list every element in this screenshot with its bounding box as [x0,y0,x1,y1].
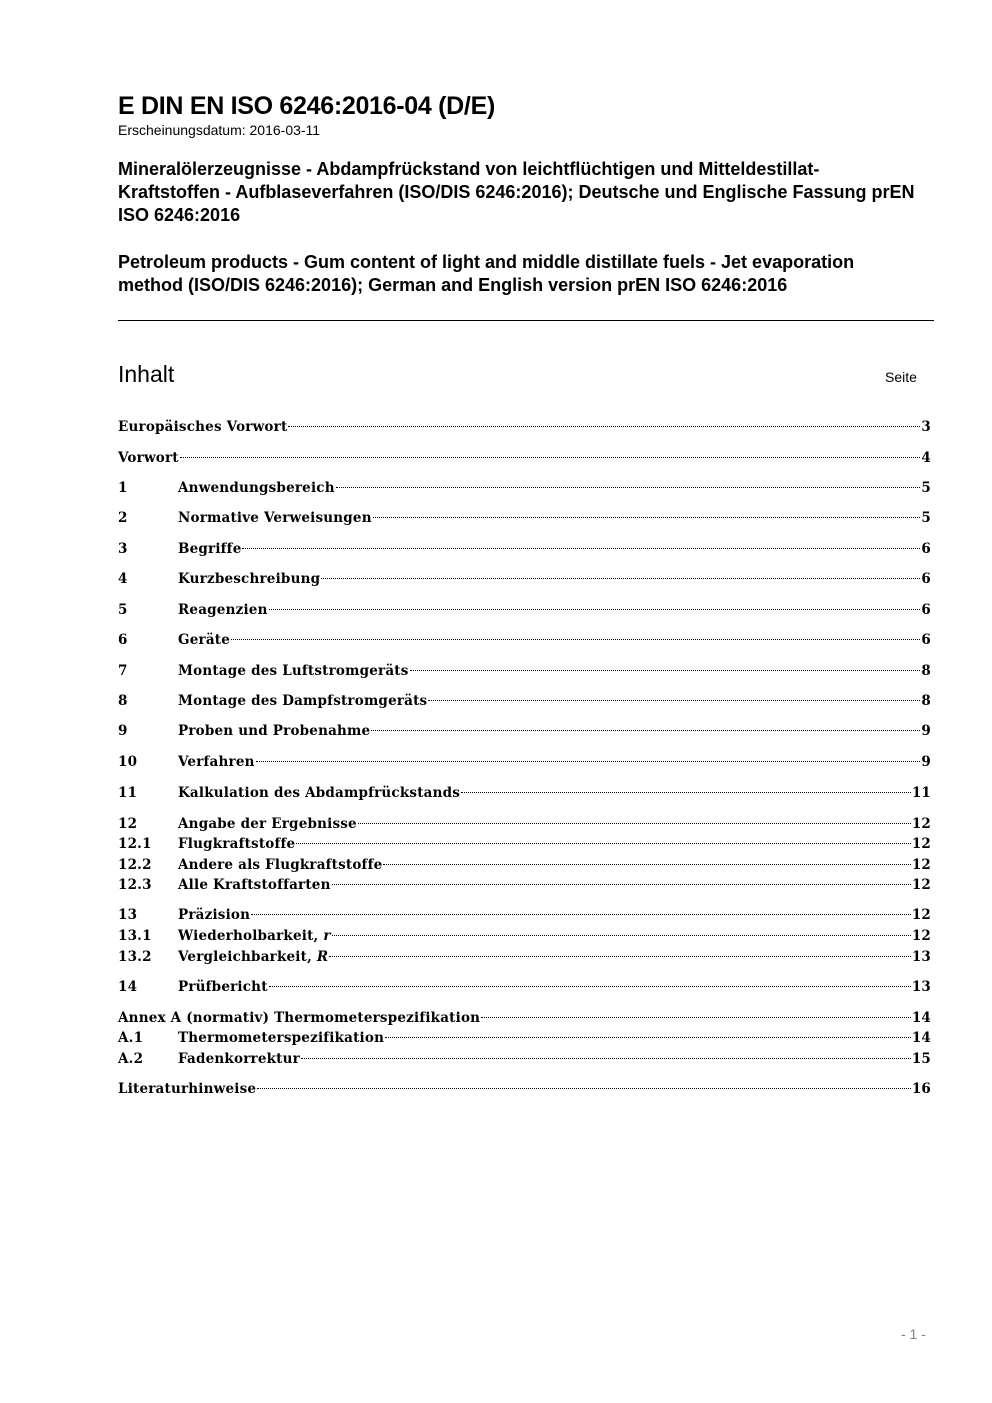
toc-dot-leader [288,426,920,427]
toc-entry-title: Vergleichbarkeit, R [178,949,329,965]
toc-entry-title: Fadenkorrektur [178,1051,300,1067]
toc-entry-number: A.2 [118,1051,144,1067]
toc-entry-symbol: r [323,928,331,944]
toc-entry[interactable] [118,1008,931,1028]
toc-entry-page: 11 [911,785,931,801]
toc-entry-title: Geräte [178,632,231,648]
toc-entry-title: Wiederholbarkeit, r [178,928,331,944]
toc-dot-leader [257,1088,911,1089]
toc-entry-title: Montage des Dampfstromgeräts [178,693,428,709]
toc-entry-number: 9 [118,723,128,739]
toc-entry-number: 4 [118,571,128,587]
toc-entry-number: 7 [118,663,128,679]
toc-entry-page: 13 [911,949,931,965]
toc-entry-number: 1 [118,480,128,496]
toc-entry[interactable] [118,855,931,875]
toc-dot-leader [332,935,911,936]
toc-entry-page: 16 [911,1081,931,1097]
toc-entry-symbol: R [316,949,329,965]
toc-dot-leader [251,914,911,915]
toc-entry[interactable] [118,417,931,437]
toc-dot-leader [383,864,910,865]
toc-entry-page: 12 [911,928,931,944]
toc-entry-page: 4 [921,450,931,466]
toc-dot-leader [428,700,920,701]
toc-entry-title: Anwendungsbereich [178,480,335,496]
toc-dot-leader [296,843,911,844]
toc-entry-number: 5 [118,602,128,618]
toc-entry[interactable] [118,600,931,620]
toc-entry-title: Angabe der Ergebnisse [178,816,357,832]
toc-dot-leader [410,670,921,671]
toc-entry[interactable] [118,1028,931,1048]
toc-entry-title: Annex A (normativ) Thermometerspezifikation [118,1010,481,1026]
toc-page-column-heading: Seite [885,369,917,385]
toc-dot-leader [481,1017,911,1018]
toc-dot-leader [385,1037,911,1038]
toc-entry[interactable] [118,508,931,528]
toc-entry[interactable] [118,1079,931,1099]
toc-dot-leader [242,548,920,549]
toc-dot-leader [461,792,911,793]
toc-entry-page: 12 [911,877,931,893]
toc-entry[interactable] [118,814,931,834]
toc-dot-leader [256,761,921,762]
toc-entry[interactable] [118,478,931,498]
toc-entry-page: 6 [921,541,931,557]
toc-dot-leader [329,956,911,957]
toc-entry-number: 11 [118,785,138,801]
toc-entry-page: 6 [921,571,931,587]
toc-entry-title: Kalkulation des Abdampfrückstands [178,785,461,801]
toc-entry[interactable] [118,691,931,711]
toc-entry-title: Alle Kraftstoffarten [178,877,331,893]
toc-entry-page: 6 [921,632,931,648]
toc-entry[interactable] [118,926,931,946]
toc-dot-leader [336,487,921,488]
toc-entry-page: 5 [921,510,931,526]
toc-entry-number: 12.2 [118,857,152,873]
toc-dot-leader [373,517,921,518]
toc-entry-number: 13.2 [118,949,152,965]
toc-entry[interactable] [118,1049,931,1069]
title-german: Mineralölerzeugnisse - Abdampfrückstand von leichtflüchtigen und Mitteldestillat-Kraftstoffen - Aufblaseverfahren (ISO/DIS 6246:2016); Deutsche und Englische Fassung prEN ISO 6246:2016 [118,159,915,225]
toc-entry-page: 14 [911,1030,931,1046]
toc-entry[interactable] [118,834,931,854]
toc-entry-title: Flugkraftstoffe [178,836,296,852]
toc-entry[interactable] [118,905,931,925]
toc-dot-leader [358,823,911,824]
toc-entry-page: 3 [921,419,931,435]
toc-entry-page: 15 [911,1051,931,1067]
toc-entry[interactable] [118,539,931,559]
toc-entry-page: 12 [911,816,931,832]
toc-entry-page: 13 [911,979,931,995]
toc-heading: Inhalt [118,361,175,387]
toc-entry-title: Proben und Probenahme [178,723,371,739]
toc-entry-number: 14 [118,979,138,995]
toc-entry-number: 3 [118,541,128,557]
toc-entry[interactable] [118,947,931,967]
toc-entry-title: Europäisches Vorwort [118,419,288,435]
toc-entry-number: 13.1 [118,928,152,944]
toc-entry-title: Andere als Flugkraftstoffe [178,857,383,873]
toc-entry-number: 12 [118,816,138,832]
toc-entry-number: A.1 [118,1030,144,1046]
toc-entry-title: Literaturhinweise [118,1081,257,1097]
toc-entry-page: 8 [921,663,931,679]
toc-entry[interactable] [118,783,931,803]
toc-entry-number: 13 [118,907,138,923]
toc-dot-leader [332,884,911,885]
toc-entry-title: Reagenzien [178,602,268,618]
toc-entry-page: 14 [911,1010,931,1026]
toc-dot-leader [301,1058,911,1059]
toc-dot-leader [180,457,921,458]
toc-entry-page: 12 [911,907,931,923]
toc-entry[interactable] [118,721,931,741]
toc-entry-number: 12.1 [118,836,152,852]
toc-entry-page: 12 [911,857,931,873]
toc-entry-page: 8 [921,693,931,709]
toc-entry[interactable] [118,448,931,468]
document-id: E DIN EN ISO 6246:2016-04 (D/E) [118,92,495,120]
toc-entry-title: Präzision [178,907,251,923]
toc-entry-page: 6 [921,602,931,618]
toc-entry-page: 5 [921,480,931,496]
toc-entry[interactable] [118,630,931,650]
toc-dot-leader [231,639,920,640]
toc-entry-title: Normative Verweisungen [178,510,372,526]
page-number: - 1 - [901,1326,926,1342]
toc-entry[interactable] [118,977,931,997]
header-divider [118,320,934,321]
toc-entry-page: 9 [921,754,931,770]
toc-entry[interactable] [118,569,931,589]
toc-entry-number: 2 [118,510,128,526]
toc-entry-title: Begriffe [178,541,242,557]
toc-dot-leader [371,730,920,731]
toc-entry-number: 8 [118,693,128,709]
toc-entry-title: Verfahren [178,754,255,770]
toc-entry-number: 12.3 [118,877,152,893]
toc-entry[interactable] [118,752,931,772]
toc-entry-title: Prüfbericht [178,979,268,995]
toc-entry-page: 9 [921,723,931,739]
toc-entry-number: 10 [118,754,138,770]
toc-dot-leader [321,578,920,579]
toc-entry-number: 6 [118,632,128,648]
title-english: Petroleum products - Gum content of light and middle distillate fuels - Jet evaporation method (ISO/DIS 6246:2016); German and English version prEN ISO 6246:2016 [118,252,855,295]
toc-entry-title: Thermometerspezifikation [178,1030,385,1046]
toc-entry-title: Vorwort [118,450,179,466]
toc-entry-title: Montage des Luftstromgeräts [178,663,409,679]
toc-entry-title: Kurzbeschreibung [178,571,321,587]
publication-date: Erscheinungsdatum: 2016-03-11 [118,122,321,138]
toc-dot-leader [269,609,921,610]
toc-entry[interactable] [118,661,931,681]
toc-entry-page: 12 [911,836,931,852]
toc-entry[interactable] [118,875,931,895]
toc-dot-leader [269,986,911,987]
